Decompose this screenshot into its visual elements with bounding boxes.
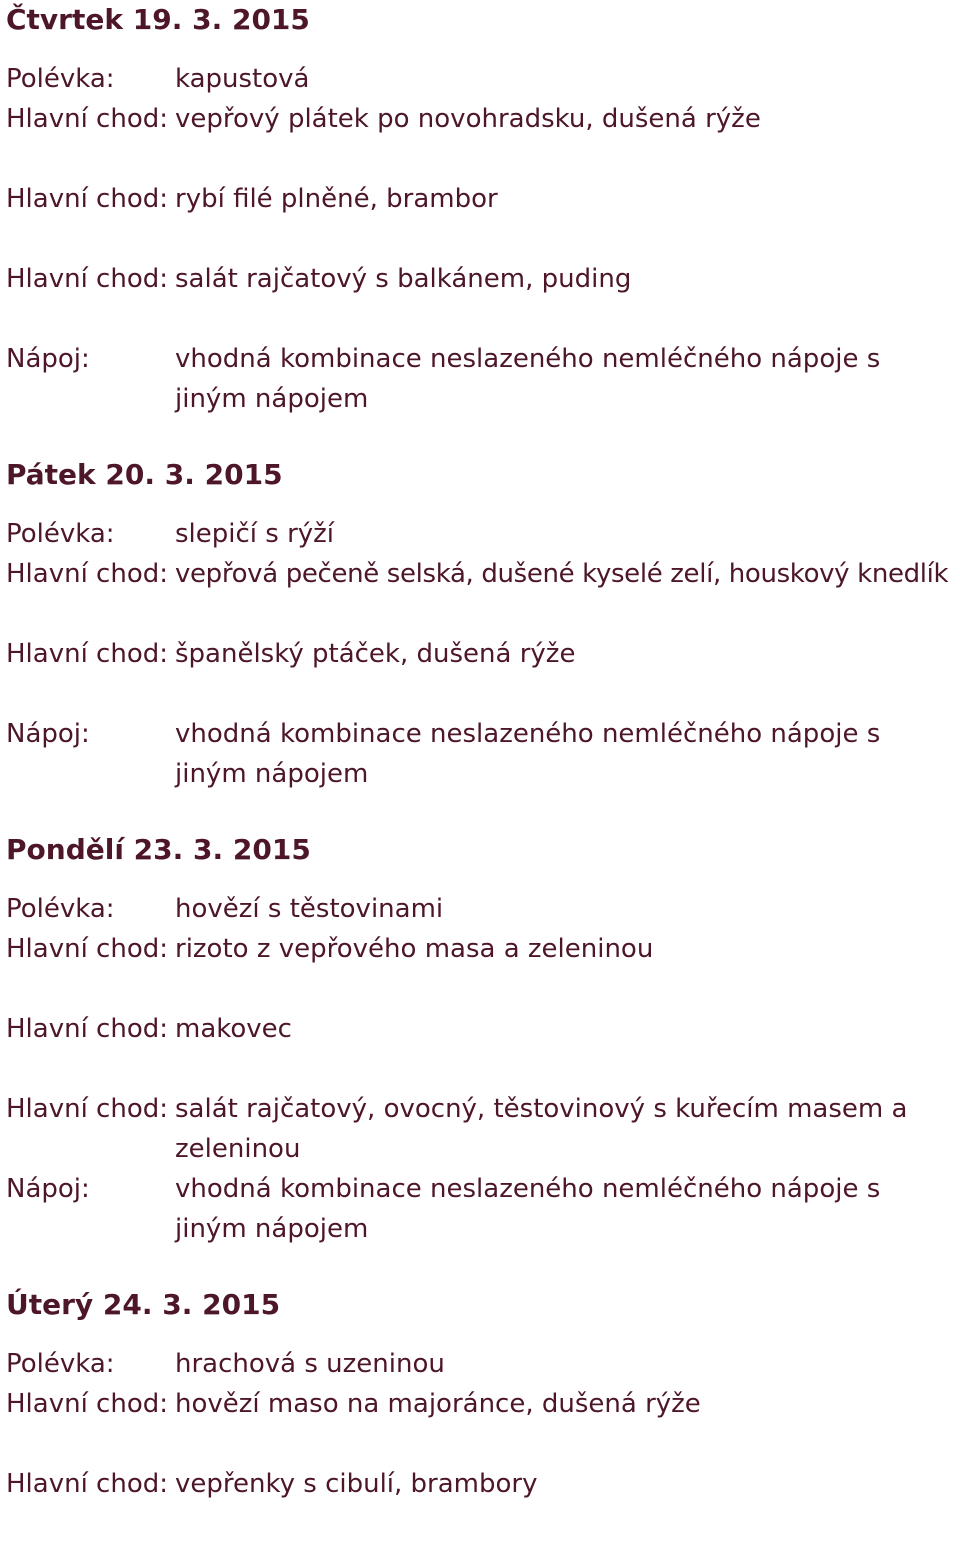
course-label: Nápoj: [6, 719, 90, 749]
course-label: Polévka: [6, 894, 115, 924]
menu-row [6, 60, 960, 100]
menu-table [6, 60, 960, 420]
day-section [6, 1287, 960, 1499]
dish-name: vhodná kombinace neslazeného nemléčného nápoje s jiným nápojem [175, 719, 881, 789]
menu-row [6, 1385, 960, 1465]
dish-name: salát rajčatový, ovocný, těstovinový s kuřecím masem a zeleninou [175, 1094, 908, 1164]
dish-name: hovězí maso na majoránce, dušená rýže [175, 1389, 701, 1419]
course-label: Polévka: [6, 64, 115, 94]
menu-table [6, 890, 960, 1250]
menu-row [6, 715, 960, 795]
menu-row [6, 930, 960, 1010]
day-section [6, 2, 960, 414]
course-label: Hlavní chod: [6, 1469, 169, 1499]
menu-row [6, 1170, 960, 1250]
menu-row [6, 555, 960, 635]
menu-row [6, 100, 960, 180]
menu-row [6, 890, 960, 930]
day-title: Pondělí 23. 3. 2015 [6, 833, 311, 866]
menu-row [6, 1345, 960, 1385]
dish-name: rizoto z vepřového masa a zeleninou [175, 934, 654, 964]
course-label: Hlavní chod: [6, 1094, 169, 1124]
course-label: Hlavní chod: [6, 559, 169, 589]
course-label: Nápoj: [6, 1174, 90, 1204]
dish-name: makovec [175, 1014, 292, 1044]
day-section [6, 832, 960, 1244]
menu-row [6, 1090, 960, 1170]
dish-name: rybí filé plněné, brambor [175, 184, 498, 214]
course-label: Polévka: [6, 519, 115, 549]
course-label: Hlavní chod: [6, 639, 169, 669]
course-label: Hlavní chod: [6, 1389, 169, 1419]
menu-row [6, 260, 960, 340]
dish-name: hovězí s těstovinami [175, 894, 444, 924]
dish-name: vhodná kombinace neslazeného nemléčného nápoje s jiným nápojem [175, 1174, 881, 1244]
dish-name: vepřenky s cibulí, brambory [175, 1469, 538, 1499]
day-title: Pátek 20. 3. 2015 [6, 458, 283, 491]
menu-row [6, 1010, 960, 1090]
dish-name: vepřová pečeně selská, dušené kyselé zelí, houskový knedlík [175, 559, 949, 589]
menu-table [6, 515, 960, 795]
dish-name: hrachová s uzeninou [175, 1349, 445, 1379]
menu-row [6, 635, 960, 715]
course-label: Hlavní chod: [6, 1014, 169, 1044]
dish-name: kapustová [175, 64, 310, 94]
dish-name: salát rajčatový s balkánem, puding [175, 264, 632, 294]
menu-row [6, 1465, 960, 1545]
dish-name: vepřový plátek po novohradsku, dušená rýže [175, 104, 761, 134]
menu-row [6, 515, 960, 555]
course-label: Hlavní chod: [6, 934, 169, 964]
menu-row [6, 180, 960, 260]
day-section [6, 457, 960, 789]
course-label: Hlavní chod: [6, 104, 169, 134]
course-label: Hlavní chod: [6, 264, 169, 294]
dish-name: vhodná kombinace neslazeného nemléčného nápoje s jiným nápojem [175, 344, 881, 414]
menu-table [6, 1345, 960, 1545]
dish-name: slepičí s rýží [175, 519, 335, 549]
dish-name: španělský ptáček, dušená rýže [175, 639, 576, 669]
course-label: Polévka: [6, 1349, 115, 1379]
day-title: Úterý 24. 3. 2015 [6, 1288, 281, 1321]
course-label: Hlavní chod: [6, 184, 169, 214]
menu-row [6, 340, 960, 420]
course-label: Nápoj: [6, 344, 90, 374]
day-title: Čtvrtek 19. 3. 2015 [6, 3, 310, 36]
